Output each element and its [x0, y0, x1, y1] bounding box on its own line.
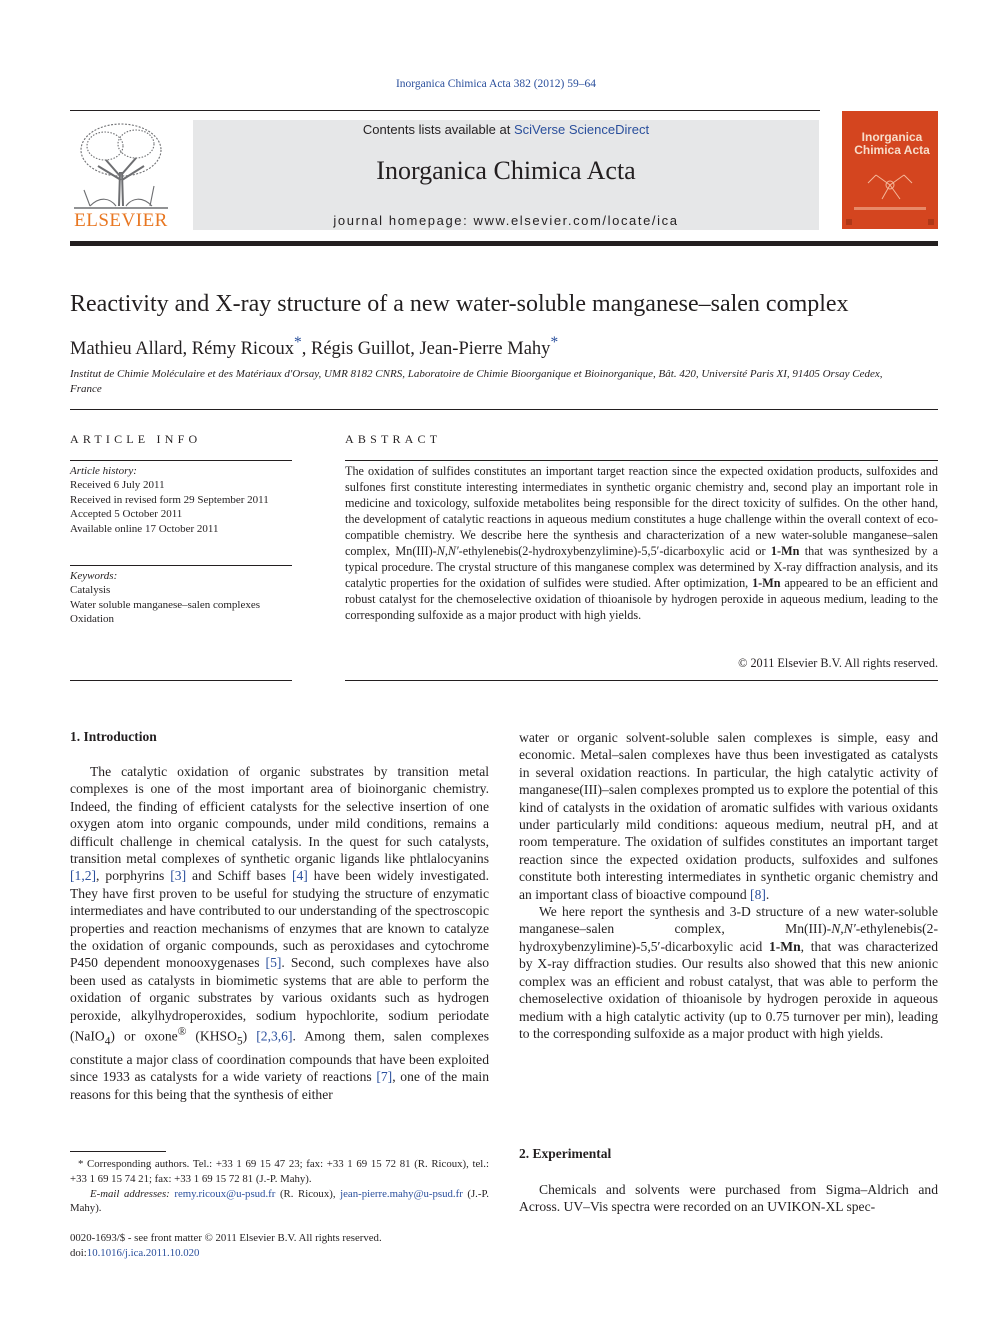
author-name[interactable]: Jean-Pierre Mahy: [419, 339, 551, 360]
affiliation-rule: [70, 409, 938, 410]
citation-link[interactable]: [7]: [376, 1069, 393, 1085]
abstract-segment: that was synthesized by a typical procedure. The crystal structure of this manganese complex was determined by X-ray diffraction analysis, and its catalytic properties for the oxidation of sulfides were studied. After optimization,: [345, 544, 938, 590]
journal-name: Inorganica Chimica Acta: [376, 156, 636, 185]
cover-title-line2: Chimica Acta: [854, 143, 930, 157]
contents-line: [193, 122, 819, 137]
oxidation-state: III: [583, 782, 598, 798]
email-owner: (R. Ricoux),: [275, 1187, 341, 1200]
author-separator: ,: [182, 339, 192, 360]
text-segment: , that was characterized by X-ray diffraction studies. Our results also showed that this new anionic complex was an efficient and robust catalyst, that was able to perform the chemoselective oxidation of thioanisole by hydrogen peroxide in aqueous medium with a high catalytic activity (up to 0.75 turnover per min), leading to the corresponding sulfoxide as a major product with high yields.: [519, 938, 938, 1041]
text-segment: .: [765, 886, 770, 902]
author-name[interactable]: Mathieu Allard: [70, 339, 183, 360]
intro-left-column: [70, 763, 489, 1103]
author-list: [70, 334, 558, 360]
citation-link[interactable]: [8]: [750, 886, 766, 902]
footnote-rule: [70, 1151, 166, 1152]
received-date: Received 6 July 2011: [70, 479, 165, 492]
doi-link[interactable]: 10.1016/j.ica.2011.10.020: [86, 1246, 200, 1259]
abstract-segment: The oxidation of sulfides constitutes an important target reaction since the expected oxidation products, sulfoxides and sulfones first constitute interesting intermediates in synthetic organic chemistry and, second play an important role in medicine and toxicology, sulfoxide metabolites being responsible for the direct toxicity of sulfides. On the other hand, the development of catalytic reactions in aqueous medium constitutes a huge challenge within the overall context of eco-compatible chemistry. We describe here the synthesis and characterization of a new water-soluble manganese–salen complex, Mn(III)-: [345, 464, 938, 558]
keyword-item: Oxidation: [70, 613, 114, 626]
issn-doi-block: [70, 1231, 489, 1260]
compound-label: 1-Mn: [770, 544, 800, 558]
text-segment: We here report the synthesis and 3-D structure of a new water-soluble manganese–salen complex, Mn(: [519, 904, 938, 937]
doi-label: doi:: [70, 1246, 87, 1259]
abstract-ligand-italic: N,N′: [436, 544, 459, 558]
journal-homepage[interactable]: journal homepage: www.elsevier.com/locate/ica: [333, 213, 679, 228]
abstract-segment: -ethylenebis(2-hydroxybenzylimine)-5,5′-dicarboxylic acid or: [458, 544, 771, 558]
keyword-item: Catalysis: [70, 584, 111, 597]
citation-link[interactable]: [3]: [170, 868, 187, 884]
cover-title-line1: Inorganica: [861, 130, 923, 144]
article-info-bottom-rule: [70, 680, 292, 681]
text-segment: have been widely investigated. They have first proven to be useful for studying the structure of enzymatic intermediates and have contributed to our understanding of the spectroscopic properties and reaction mechanisms of enzymes that are known to catalyze the oxidation of organic compounds, such as peroxidases and cytochrome P450 dependent monooxygenases: [70, 868, 489, 971]
abstract-heading: ABSTRACT: [345, 432, 442, 446]
text-segment: )-: [822, 921, 832, 937]
footnotes: [70, 1157, 489, 1216]
corresponding-author-star[interactable]: *: [550, 334, 559, 351]
intro-paragraph: [519, 903, 938, 1042]
citation-link[interactable]: [2,3,6]: [256, 1028, 293, 1044]
author-name[interactable]: Régis Guillot: [311, 339, 411, 360]
keywords-block: [70, 569, 292, 627]
text-segment: , one of the main reasons for this being that the synthesis of either: [70, 1069, 489, 1102]
email-footnote: [70, 1187, 489, 1217]
keywords-label: Keywords:: [70, 570, 118, 582]
elsevier-wordmark: ELSEVIER: [74, 210, 168, 231]
article-history: [70, 464, 292, 536]
intro-paragraph: [519, 729, 938, 903]
subscript: 4: [104, 1035, 111, 1048]
elsevier-tree-icon: [70, 120, 172, 212]
intro-right-column: [519, 729, 938, 1042]
corresponding-author-star[interactable]: *: [294, 334, 302, 351]
text-segment: ) or oxone: [110, 1028, 178, 1044]
header-thick-rule: [70, 241, 938, 246]
subscript: 5: [236, 1035, 243, 1048]
doi-line: [70, 1246, 489, 1261]
article-info-heading: ARTICLE INFO: [70, 432, 202, 446]
author-separator: ,: [301, 339, 311, 360]
keyword-item: Water soluble manganese–salen complexes: [70, 598, 261, 611]
introduction-heading: 1. Introduction: [70, 729, 157, 744]
article-info-rule: [70, 460, 292, 461]
author-affiliation: Institut de Chimie Moléculaire et des Matériaux d'Orsay, UMR 8182 CNRS, Laboratoire de Chimie Bioorganique et Bioinorganique, Bât. 420, Université Paris XI, 91405 Orsay Cedex, France: [70, 368, 883, 395]
abstract-bottom-rule: [345, 680, 938, 681]
revised-date: Received in revised form 29 September 2011: [70, 493, 269, 506]
accepted-date: Accepted 5 October 2011: [70, 508, 183, 521]
keywords-rule: [70, 565, 292, 566]
abstract-copyright: © 2011 Elsevier B.V. All rights reserved.: [738, 656, 938, 670]
compound-label: 1-Mn: [768, 938, 801, 954]
contents-prefix: Contents lists available at: [362, 122, 514, 137]
citation-link[interactable]: [1,2]: [70, 868, 97, 884]
text-segment: -ethylenebis(2-hydroxybenzylimine)-5,5′-dicarboxylic acid: [519, 921, 938, 954]
history-label: Article history:: [70, 465, 137, 477]
abstract-rule: [345, 460, 938, 461]
abstract-segment: appeared to be an efficient and robust catalyst for the chemoselective oxidation of thioanisole by hydrogen peroxide in aqueous medium, leading to the corresponding sulfoxide as a major product with high yields.: [345, 576, 938, 622]
text-segment: (KHSO: [186, 1028, 237, 1044]
article-title: Reactivity and X-ray structure of a new water-soluble manganese–salen complex: [70, 291, 849, 317]
elsevier-logo[interactable]: [70, 120, 172, 232]
text-segment: water or organic solvent-soluble salen complexes is simple, easy and economic. Metal–salen complexes have thus been investigated as catalysts in several oxidation reactions. In particular, the high catalytic activity of manganese(: [519, 730, 938, 798]
journal-citation[interactable]: Inorganica Chimica Acta 382 (2012) 59–64: [395, 78, 597, 90]
text-segment: , porphyrins: [96, 868, 171, 884]
journal-cover-image[interactable]: [842, 111, 938, 229]
text-segment: . Second, such complexes have also been used as catalysts in biomimetic systems that are able to perform the oxidation of organic substrates by various oxidants such as hydrogen peroxide, alkylhydroperoxides, sodium hypochlorite, sodium periodate (NaIO: [70, 955, 489, 1044]
issn-line: 0020-1693/$ - see front matter © 2011 Elsevier B.V. All rights reserved.: [70, 1232, 382, 1244]
experimental-heading: 2. Experimental: [519, 1146, 612, 1161]
email-label: E-mail addresses:: [90, 1187, 170, 1200]
citation-link[interactable]: [4]: [291, 868, 308, 884]
author-name[interactable]: Rémy Ricoux: [191, 339, 295, 360]
text-segment: The catalytic oxidation of organic substrates by transition metal complexes is one of the most important area of bioinorganic chemistry. Indeed, the finding of efficient catalysts for the selective insertion of one oxygen atom into organic compounds, under mild conditions, remains a difficult challenge in chemical catalysis. In the quest for such catalysts, transition metal complexes of synthetic organic ligands like phtlalocyanins: [70, 764, 489, 867]
intro-paragraph: [70, 763, 489, 1103]
header-rule: [70, 110, 820, 111]
corresponding-footnote: * Corresponding authors. Tel.: +33 1 69 15 47 23; fax: +33 1 69 15 72 81 (R. Ricoux), tel.: +33 1 69 15 74 21; fax: +33 1 69 15 72 81 (J.-P. Mahy).: [70, 1158, 489, 1185]
email-link[interactable]: remy.ricoux@u-psud.fr: [174, 1187, 276, 1200]
compound-label: 1-Mn: [752, 576, 781, 590]
text-segment: ): [242, 1028, 257, 1044]
email-owner: (J.-P. Mahy).: [70, 1187, 489, 1215]
experimental-text: [519, 1181, 938, 1216]
oxidation-state: III: [808, 921, 823, 937]
ligand-italic: N,N′: [831, 921, 856, 937]
experimental-paragraph: Chemicals and solvents were purchased from Sigma–Aldrich and Across. UV–Vis spectra were recorded on an UVIKON-XL spec-: [519, 1182, 938, 1215]
abstract-text: [345, 463, 938, 623]
cover-molecule-icon: [842, 111, 938, 229]
registered-mark: ®: [177, 1026, 187, 1039]
text-segment: )–salen complexes prompted us to explore the potential of this kind of catalysts in the oxidation of aromatic sulfides with various oxidants under particularly mild conditions: aqueous medium, neutral pH, and at room temperature. The oxidation of sulfides constitutes an important target reaction since the expected oxidation products, sulfoxides and sulfones constitute both interesting intermediates in synthetic organic chemistry and an important class of bioactive compound: [519, 782, 938, 902]
citation-link[interactable]: [5]: [265, 955, 282, 971]
online-date: Available online 17 October 2011: [70, 522, 219, 535]
email-link[interactable]: jean-pierre.mahy@u-psud.fr: [340, 1187, 463, 1200]
text-segment: . Among them, salen complexes constitute a major class of coordination compounds that have been exploited since 1933 as catalysts for a wide variety of reactions: [70, 1028, 490, 1085]
text-segment: and Schiff bases: [186, 868, 292, 884]
author-separator: ,: [410, 339, 420, 360]
sciencedirect-link[interactable]: SciVerse ScienceDirect: [513, 122, 650, 137]
journal-banner: [193, 120, 819, 230]
